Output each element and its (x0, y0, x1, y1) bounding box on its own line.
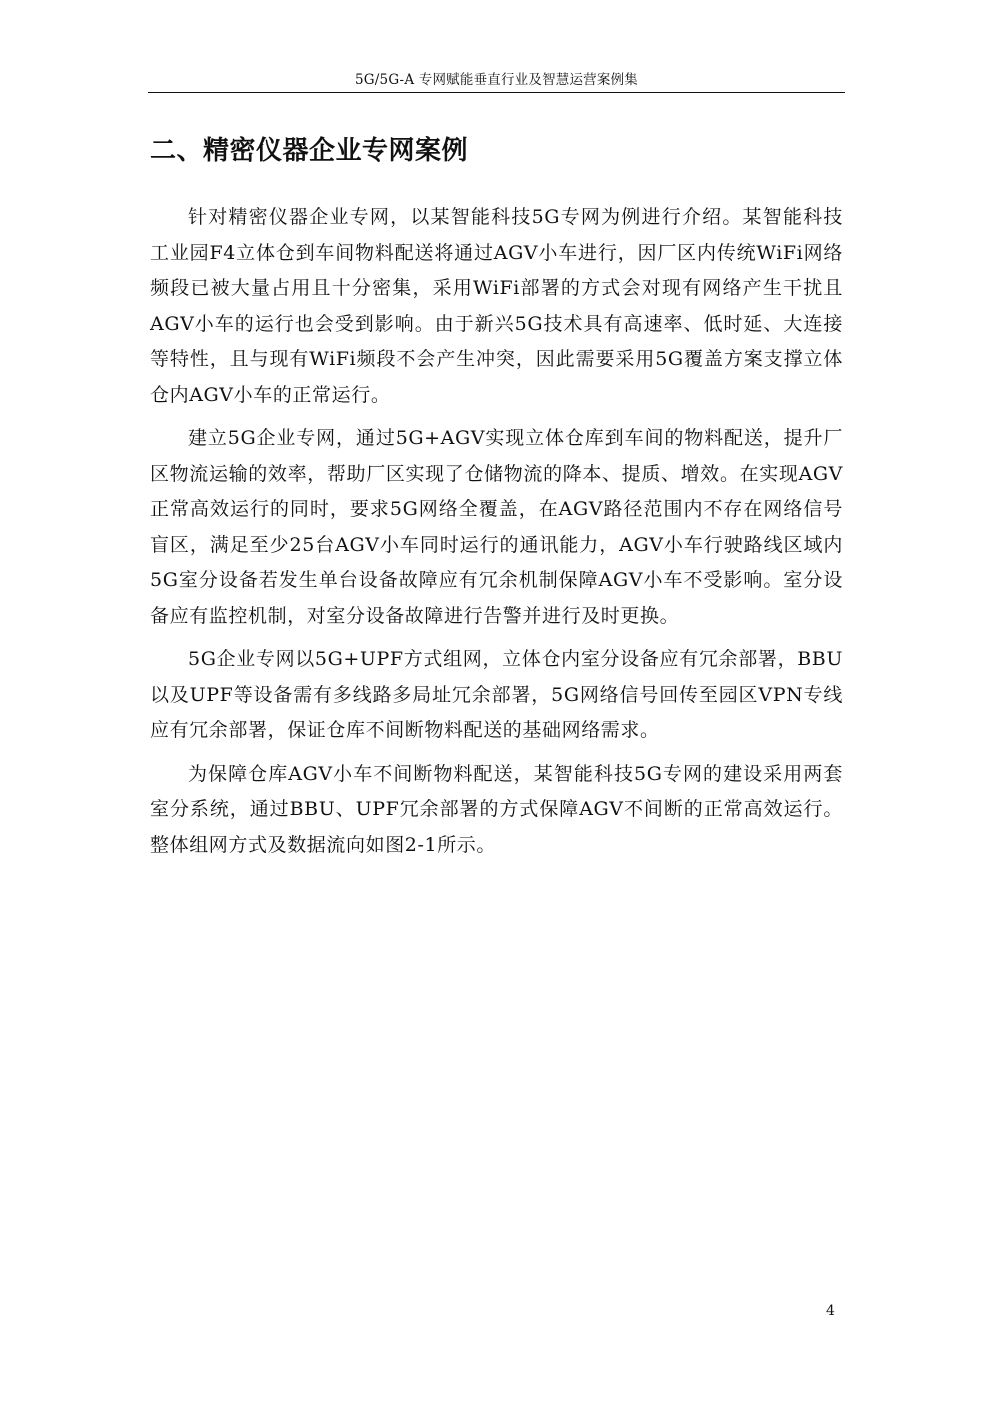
header-divider (148, 92, 845, 93)
page-number: 4 (826, 1303, 835, 1319)
paragraph: 为保障仓库AGV小车不间断物料配送，某智能科技5G专网的建设采用两套室分系统，通过BBU、UPF冗余部署的方式保障AGV不间断的正常高效运行。整体组网方式及数据流向如图2-1所示。 (150, 762, 843, 856)
section-title: 二、精密仪器企业专网案例 (150, 136, 469, 166)
paragraph: 针对精密仪器企业专网，以某智能科技5G专网为例进行介绍。某智能科技工业园F4立体仓到车间物料配送将通过AGV小车进行，因厂区内传统WiFi网络频段已被大量占用且十分密集，采用WiFi部署的方式会对现有网络产生干扰且AGV小车的运行也会受到影响。由于新兴5G技术具有高速率、低时延、大连接等特性，且与现有WiFi频段不会产生冲突，因此需要采用5G覆盖方案支撑立体仓内AGV小车的正常运行。 (150, 206, 843, 406)
running-header: 5G/5G-A 专网赋能垂直行业及智慧运营案例集 (355, 72, 638, 88)
paragraph: 建立5G企业专网，通过5G+AGV实现立体仓库到车间的物料配送，提升厂区物流运输的效率，帮助厂区实现了仓储物流的降本、提质、增效。在实现AGV正常高效运行的同时，要求5G网络全覆盖，在AGV路径范围内不存在网络信号盲区，满足至少25台AGV小车同时运行的通讯能力，AGV小车行驶路线区域内5G室分设备若发生单台设备故障应有冗余机制保障AGV小车不受影响。室分设备应有监控机制，对室分设备故障进行告警并进行及时更换。 (150, 427, 843, 627)
body-text (150, 200, 843, 871)
paragraph: 5G企业专网以5G+UPF方式组网，立体仓内室分设备应有冗余部署，BBU以及UPF等设备需有多线路多局址冗余部署，5G网络信号回传至园区VPN专线应有冗余部署，保证仓库不间断物料配送的基础网络需求。 (150, 648, 843, 741)
